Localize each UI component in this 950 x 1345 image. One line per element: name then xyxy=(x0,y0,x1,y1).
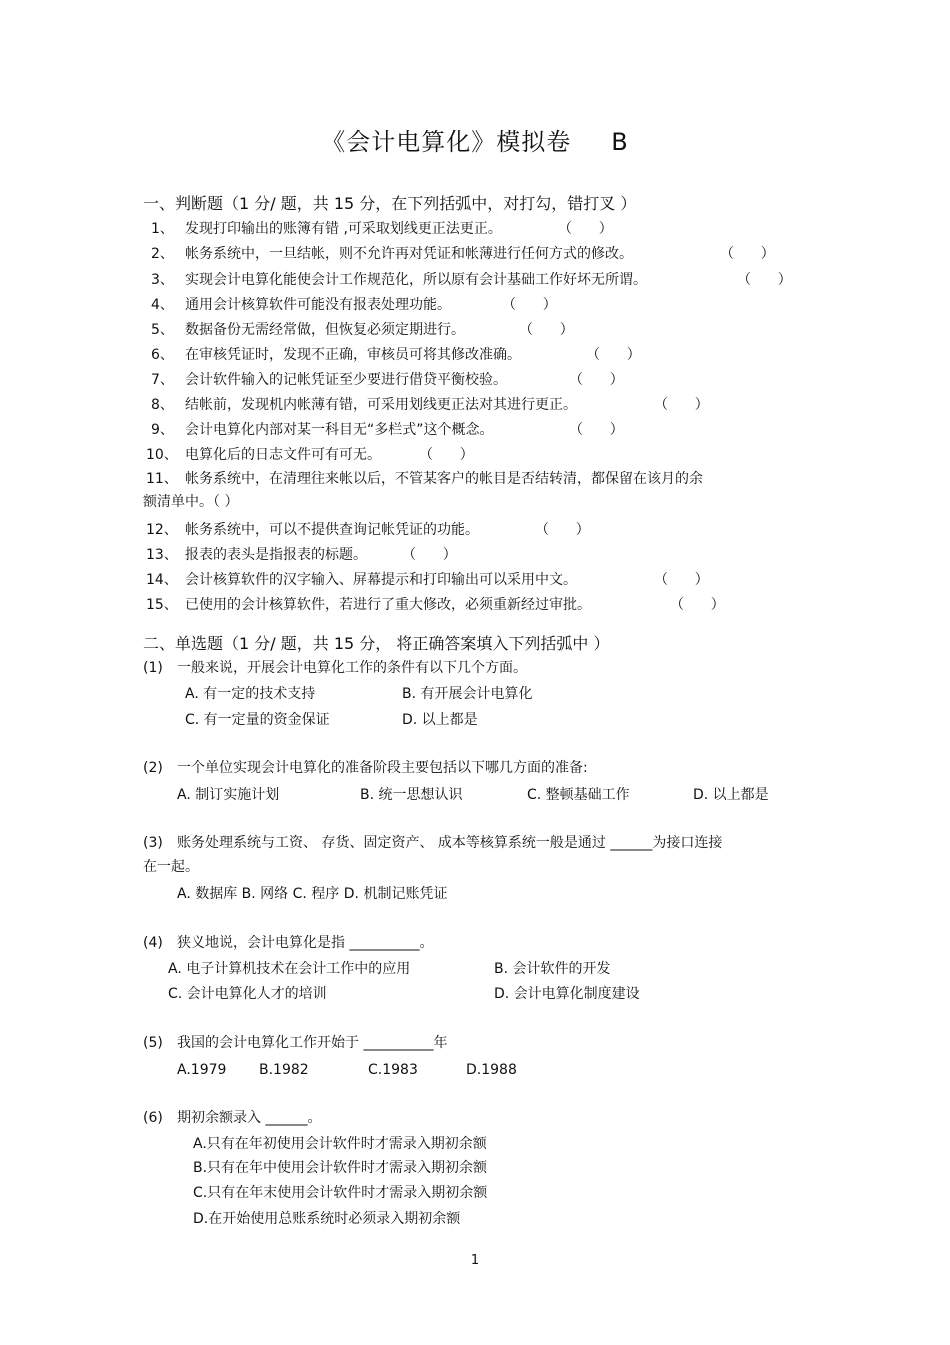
question-number: 3、 xyxy=(151,272,174,288)
question-text: 通用会计核算软件可能没有报表处理功能。 xyxy=(185,297,451,313)
option-d: D.1988 xyxy=(466,1062,517,1078)
question-number: 1、 xyxy=(151,221,174,237)
option-a: A. 制订实施计划 xyxy=(177,787,280,803)
question-text: 帐务系统中，在清理往来帐以后，不管某客户的帐目是否结转清，都保留在该月的余 xyxy=(185,471,703,487)
question-text: 报表的表头是指报表的标题。 xyxy=(185,547,367,563)
question-11-continuation: 额清单中。（ ） xyxy=(143,494,239,510)
answer-paren: （ ） xyxy=(558,221,613,237)
option-a: A.只有在年初使用会计软件时才需录入期初余额 xyxy=(193,1136,487,1152)
mc-question-2 xyxy=(143,759,588,777)
question-text: 会计软件输入的记帐凭证至少要进行借贷平衡校验。 xyxy=(185,372,507,388)
answer-paren: （ ） xyxy=(569,372,624,388)
title-main: 《会计电算化》模拟卷 xyxy=(321,128,572,156)
question-number: 4、 xyxy=(151,297,174,313)
question-number: (6) xyxy=(143,1110,163,1126)
question-number: (2) xyxy=(143,760,163,776)
question-6 xyxy=(151,346,521,364)
question-text: 账务处理系统与工资、 存货、固定资产、 成本等核算系统一般是通过 ______为接口连接 xyxy=(177,835,723,851)
option-c: C. 整顿基础工作 xyxy=(527,787,630,803)
question-number: (3) xyxy=(143,835,163,851)
mc-question-6 xyxy=(143,1109,321,1127)
answer-paren: （ ） xyxy=(654,572,709,588)
mc-question-1 xyxy=(143,659,527,677)
option-b: B.1982 xyxy=(259,1062,309,1078)
question-number: (4) xyxy=(143,935,163,951)
question-number: 6、 xyxy=(151,347,174,363)
question-number: 13、 xyxy=(146,547,178,563)
question-1 xyxy=(151,220,502,238)
mc-question-4 xyxy=(143,934,433,952)
question-8 xyxy=(151,396,577,414)
question-text: 已使用的会计核算软件，若进行了重大修改，必须重新经过审批。 xyxy=(185,597,591,613)
answer-paren: （ ） xyxy=(502,297,557,313)
question-text: 帐务系统中，一旦结帐，则不允许再对凭证和帐薄进行任何方式的修改。 xyxy=(185,246,633,262)
option-d: D. 以上都是 xyxy=(402,712,478,728)
question-text: 一般来说，开展会计电算化工作的条件有以下几个方面。 xyxy=(177,660,527,676)
option-b: B. 有开展会计电算化 xyxy=(402,686,533,702)
question-number: 5、 xyxy=(151,322,174,338)
question-number: (5) xyxy=(143,1035,163,1051)
question-number: 9、 xyxy=(151,422,174,438)
question-number: 2、 xyxy=(151,246,174,262)
page-title xyxy=(0,122,950,157)
answer-paren: （ ） xyxy=(586,347,641,363)
option-a: A. 电子计算机技术在会计工作中的应用 xyxy=(168,961,411,977)
page-number: 1 xyxy=(470,1253,480,1268)
option-c: C.只有在年末使用会计软件时才需录入期初余额 xyxy=(193,1185,488,1201)
question-text: 实现会计电算化能使会计工作规范化，所以原有会计基础工作好坏无所谓。 xyxy=(185,272,647,288)
question-2 xyxy=(151,245,633,263)
answer-paren: （ ） xyxy=(569,422,624,438)
question-text: 会计核算软件的汉字输入、屏幕提示和打印输出可以采用中文。 xyxy=(185,572,577,588)
answer-paren: （ ） xyxy=(720,246,775,262)
question-text: 我国的会计电算化工作开始于 __________年 xyxy=(177,1035,448,1051)
answer-paren: （ ） xyxy=(670,597,725,613)
question-12 xyxy=(146,521,479,539)
question-13 xyxy=(146,546,367,564)
question-number: 10、 xyxy=(146,447,178,463)
question-number: 8、 xyxy=(151,397,174,413)
section2-heading: 二、单选题（1 分/ 题，共 15 分， 将正确答案填入下列括弧中 ） xyxy=(143,634,610,653)
question-number: 7、 xyxy=(151,372,174,388)
title-suffix: B xyxy=(611,128,629,156)
question-text: 结帐前，发现机内帐薄有错，可采用划线更正法对其进行更正。 xyxy=(185,397,577,413)
mc-question-5 xyxy=(143,1034,447,1052)
option-d: D. 会计电算化制度建设 xyxy=(494,986,640,1002)
answer-paren: （ ） xyxy=(737,272,792,288)
section1-heading: 一、判断题（1 分/ 题，共 15 分，在下列括弧中，对打勾，错打叉 ） xyxy=(143,194,637,213)
mc-question-3 xyxy=(143,834,722,852)
option-a: A. 有一定的技术支持 xyxy=(185,686,316,702)
question-text: 狭义地说，会计电算化是指 __________。 xyxy=(177,935,434,951)
question-text: 在审核凭证时，发现不正确，审核员可将其修改准确。 xyxy=(185,347,521,363)
question-text: 发现打印输出的账簿有错 ,可采取划线更正法更正。 xyxy=(185,221,502,237)
question-9 xyxy=(151,421,494,439)
option-c: C.1983 xyxy=(368,1062,418,1078)
answer-paren: （ ） xyxy=(535,522,590,538)
option-d: D. 以上都是 xyxy=(693,787,769,803)
question-number: 12、 xyxy=(146,522,178,538)
question-text: 一个单位实现会计电算化的准备阶段主要包括以下哪几方面的准备: xyxy=(177,760,588,776)
question-14 xyxy=(146,571,577,589)
question-11 xyxy=(146,470,703,488)
option-b: B. 统一思想认识 xyxy=(360,787,463,803)
answer-paren: （ ） xyxy=(402,547,457,563)
mc-question-3-continuation: 在一起。 xyxy=(143,859,199,875)
option-b: B.只有在年中使用会计软件时才需录入期初余额 xyxy=(193,1160,488,1176)
option-b: B. 会计软件的开发 xyxy=(494,961,611,977)
question-3 xyxy=(151,271,647,289)
option-c: C. 会计电算化人才的培训 xyxy=(168,986,327,1002)
option-a: A.1979 xyxy=(177,1062,227,1078)
question-7 xyxy=(151,371,507,389)
question-number: 14、 xyxy=(146,572,178,588)
option-d: D.在开始使用总账系统时必须录入期初余额 xyxy=(193,1211,461,1227)
answer-paren: （ ） xyxy=(519,322,574,338)
option-c: C. 有一定量的资金保证 xyxy=(185,712,330,728)
question-number: 15、 xyxy=(146,597,178,613)
answer-paren: （ ） xyxy=(654,397,709,413)
question-10 xyxy=(146,446,381,464)
question-15 xyxy=(146,596,591,614)
answer-paren: （ ） xyxy=(419,447,474,463)
question-text: 帐务系统中，可以不提供查询记帐凭证的功能。 xyxy=(185,522,479,538)
question-text: 数据备份无需经常做，但恢复必须定期进行。 xyxy=(185,322,465,338)
question-text: 会计电算化内部对某一科目无“多栏式”这个概念。 xyxy=(185,422,494,438)
question-text: 电算化后的日志文件可有可无。 xyxy=(185,447,381,463)
question-text: 期初余额录入 ______。 xyxy=(177,1110,322,1126)
options-row: A. 数据库 B. 网络 C. 程序 D. 机制记账凭证 xyxy=(177,886,448,902)
question-number: 11、 xyxy=(146,471,178,487)
question-number: (1) xyxy=(143,660,163,676)
question-4 xyxy=(151,296,451,314)
question-5 xyxy=(151,321,465,339)
